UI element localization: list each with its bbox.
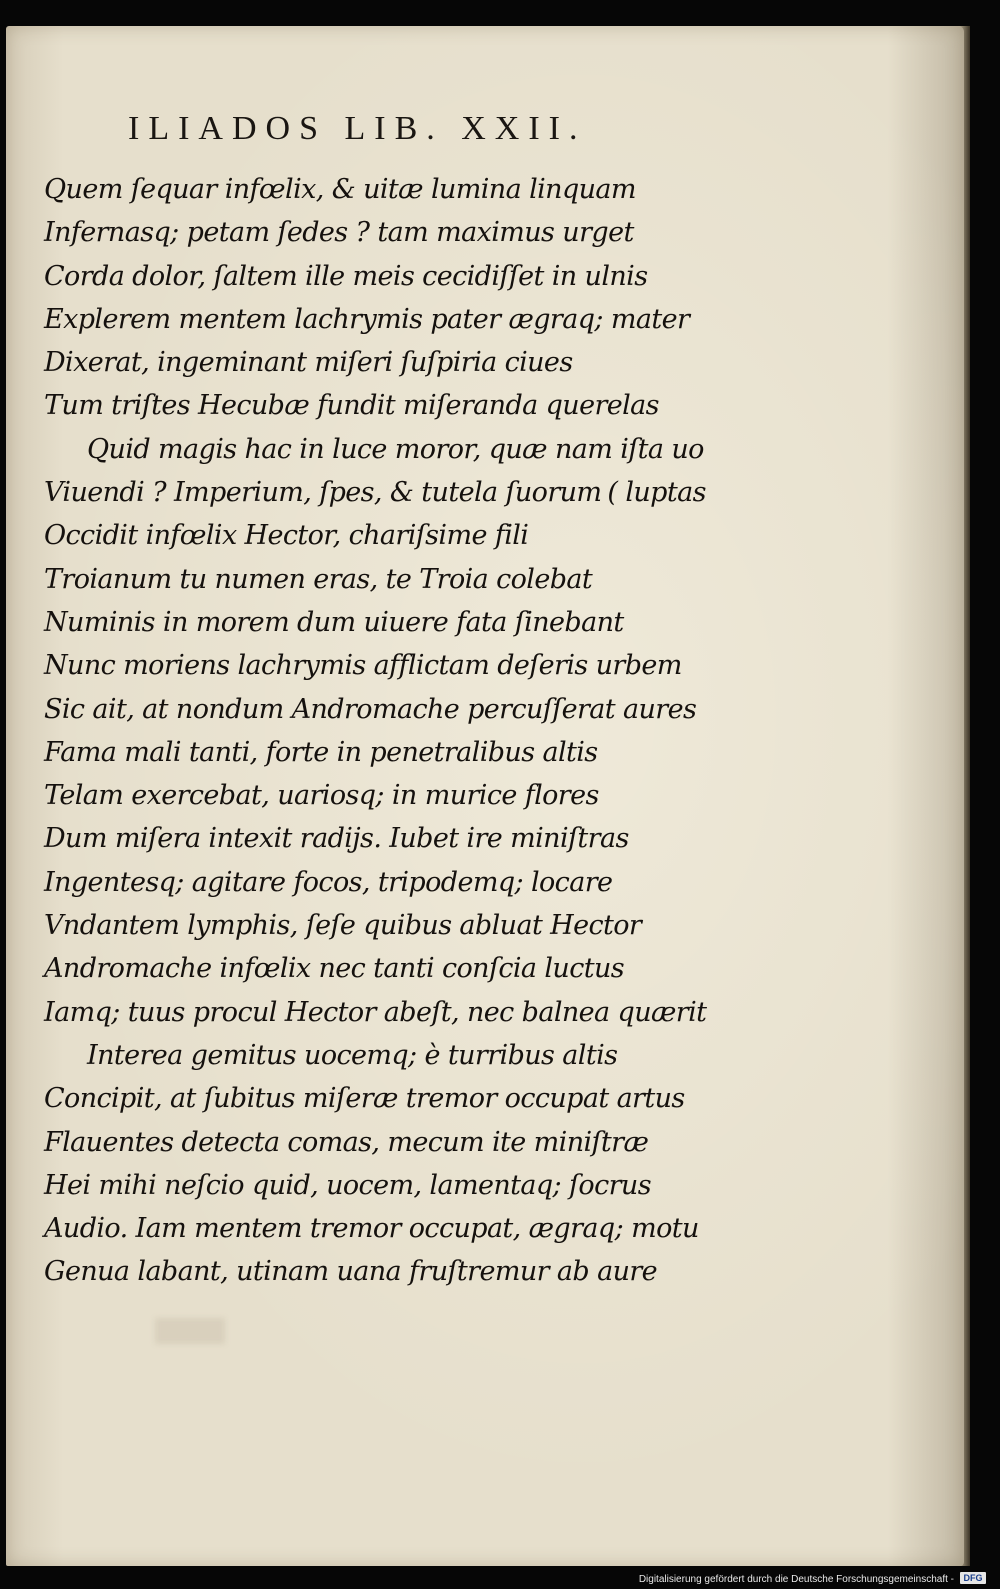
running-head: ILIADOS LIB. XXII.	[128, 110, 587, 147]
verse-line: Hei mihi neſcio quid, uocem, lamentaq; ſocrus	[44, 1169, 651, 1201]
verse-line: Explerem mentem lachrymis pater ægraq; mater	[44, 303, 690, 335]
verse-line: Vndantem lymphis, ſeſe quibus abluat Hector	[44, 910, 642, 942]
verse-line: Troianum tu numen eras, te Troia colebat	[44, 563, 593, 595]
verse-line: Telam exercebat, uariosq; in murice flores	[44, 780, 599, 812]
verse-line: Numinis in morem dum uiuere fata ſinebant	[44, 606, 624, 638]
verse-line: Dum miſera intexit radijs. Iubet ire miniſtras	[44, 823, 629, 855]
verse-line: Concipit, at ſubitus miſeræ tremor occupat artus	[44, 1083, 685, 1115]
show-through-smudge	[155, 1318, 225, 1344]
verse-line: Quem ſequar infœlix, & uitæ lumina linquam	[44, 174, 636, 205]
verse-line: Andromache infœlix nec tanti conſcia luctus	[44, 953, 625, 985]
verse-line: Infernasq; petam ſedes ? tam maximus urget	[44, 217, 634, 249]
verse-line: Corda dolor, ſaltem ille meis cecidiſſet in ulnis	[44, 260, 648, 292]
verse-line: Flauentes detecta comas, mecum ite miniſtræ	[44, 1126, 649, 1158]
verse-block	[44, 168, 724, 1294]
verse-line: Fama mali tanti, forte in penetralibus altis	[44, 736, 598, 768]
verse-line: Dixerat, ingeminant miſeri ſuſpiria ciues	[44, 347, 573, 379]
verse-line: Occidit infœlix Hector, chariſsime fili	[44, 520, 529, 552]
verse-line: Iamq; tuus procul Hector abeſt, nec balnea quærit	[44, 996, 707, 1028]
dfg-logo: DFG	[960, 1572, 986, 1584]
turnover-note: ( luptas	[607, 477, 706, 509]
verse-line: Interea gemitus uocemq; è turribus altis	[87, 1039, 618, 1071]
verse-line: Sic ait, at nondum Andromache percuſſerat aures	[44, 693, 697, 725]
verse-line: Audio. Iam mentem tremor occupat, ægraq; motu	[44, 1213, 699, 1245]
digitization-credit: Digitalisierung gefördert durch die Deutsche Forschungsgemeinschaft -	[638, 1574, 954, 1585]
verse-line: Tum triſtes Hecubæ fundit miſeranda querelas	[44, 390, 659, 422]
verse-line-with-turnover	[44, 471, 724, 514]
verse-line: Quid magis hac in luce moror, quæ nam iſta uo	[87, 433, 704, 465]
verse-line: Nunc moriens lachrymis afflictam deſeris urbem	[44, 650, 682, 682]
verse-text: Viuendi ? Imperium, ſpes, & tutela ſuorum	[44, 477, 602, 509]
verse-line: Ingentesq; agitare focos, tripodemq; locare	[44, 866, 613, 898]
verse-line: Genua labant, utinam uana fruſtremur ab aure	[44, 1256, 658, 1288]
